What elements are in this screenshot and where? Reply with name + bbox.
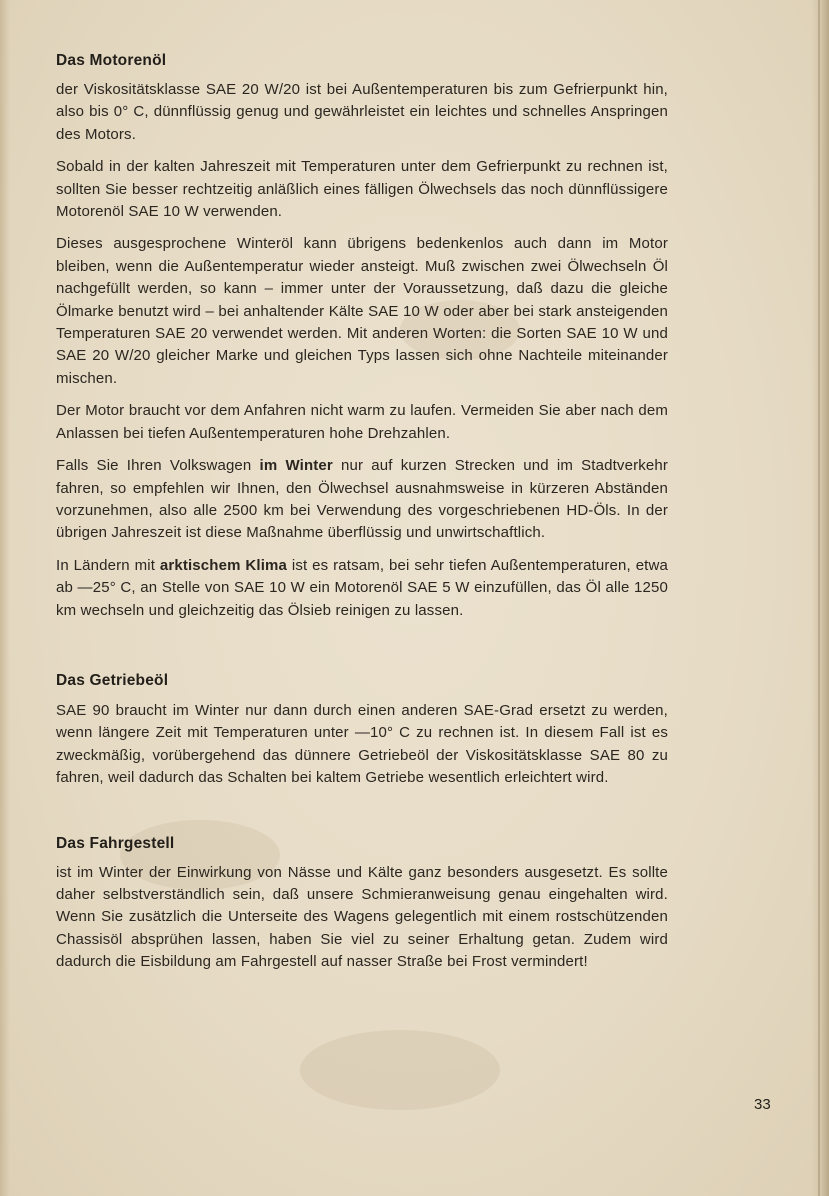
page-edge-shadow bbox=[811, 0, 829, 1196]
paragraph bbox=[56, 555, 668, 622]
paragraph: der Viskositätsklasse SAE 20 W/20 ist bei Außentemperaturen bis zum Gefrierpunkt hin, also bis 0° C, dünnflüssig genug und gewährleistet ein leichtes und schnelles Anspringen des Motors. bbox=[56, 81, 668, 143]
paragraph: Sobald in der kalten Jahreszeit mit Temperaturen unter dem Gefrierpunkt zu rechnen ist, sollten Sie besser rechtzeitig anläßlich eines fälligen Ölwechsels das noch dünnflüssigere Motorenöl SAE 10 W verwenden. bbox=[56, 158, 668, 221]
paragraph bbox=[56, 455, 668, 545]
emphasis-text: im Winter bbox=[259, 457, 333, 475]
emphasis-text: arktischem Klima bbox=[159, 556, 288, 574]
section-heading-getriebeoel: Das Getriebeöl bbox=[56, 671, 169, 689]
paragraph: Der Motor braucht vor dem Anfahren nicht warm zu laufen. Vermeiden Sie aber nach dem Anlassen bei tiefen Außentemperaturen hohe Drehzahlen. bbox=[56, 402, 668, 442]
paragraph-text: ist es ratsam, bei sehr tiefen Außentemperaturen, etwa ab —25° C, an Stelle von SAE 10 W ein Motorenöl SAE 5 W einzufüllen, das Öl alle 1250 km wechseln und gleichzeitig das Ölsieb reinigen zu lassen. bbox=[56, 556, 668, 619]
page-edge-line bbox=[818, 0, 820, 1196]
paragraph: ist im Winter der Einwirkung von Nässe und Kälte ganz besonders ausgesetzt. Es sollte daher selbstverständlich sein, daß unsere Schmieranweisung genau eingehalten wird. Wenn Sie zusätzlich die Unterseite des Wagens gelegentlich mit einem rostschützenden Chassisöl absprühen lassen, haben Sie viel zu seiner Erhaltung getan. Zudem wird dadurch die Eisbildung am Fahrgestell auf nasser Straße bei Frost vermindert! bbox=[56, 863, 668, 971]
page-number: 33 bbox=[754, 1096, 771, 1113]
paragraph-text: nur auf kurzen Strecken und im Stadtverkehr fahren, so empfehlen wir Ihnen, den Ölwechsel ausnahmsweise in kürzeren Abständen vorzunehmen, also alle 2500 km bei Verwendung des vorgeschriebenen HD-Öls. In der übrigen Jahreszeit ist diese Maßnahme überflüssig und unwirtschaftlich. bbox=[56, 457, 668, 542]
paragraph: SAE 90 braucht im Winter nur dann durch einen anderen SAE-Grad ersetzt zu werden, wenn längere Zeit mit Temperaturen unter —10° C zu rechnen ist. In diesem Fall ist es zweckmäßig, vorübergehend das dünnere Getriebeöl der Viskositätsklasse SAE 80 zu fahren, weil dadurch das Schalten bei kaltem Getriebe wesentlich erleichtert wird. bbox=[56, 701, 668, 787]
section-heading-motoroel: Das Motorenöl bbox=[56, 52, 167, 69]
paragraph-text: Falls Sie Ihren Volkswagen bbox=[56, 457, 260, 475]
binding-edge bbox=[0, 0, 10, 1196]
paper-stain bbox=[300, 1030, 500, 1110]
paragraph: Dieses ausgesprochene Winteröl kann übrigens bedenkenlos auch dann im Motor bleiben, wenn die Außentemperatur wieder ansteigt. Muß zwischen zwei Ölwechseln Öl nachgefüllt werden, so kann – immer unter der Voraussetzung, daß dazu die gleiche Ölmarke benutzt wird – bei anhaltender Kälte SAE 10 W oder aber bei stark ansteigenden Temperaturen SAE 20 verwendet werden. Mit anderen Worten: die Sorten SAE 10 W und SAE 20 W/20 gleicher Marke und gleichen Typs lassen sich ohne Nachteile miteinander mischen. bbox=[56, 235, 668, 387]
paragraph-text: In Ländern mit bbox=[56, 556, 160, 574]
section-heading-fahrgestell: Das Fahrgestell bbox=[56, 834, 175, 852]
page-content bbox=[56, 50, 668, 974]
